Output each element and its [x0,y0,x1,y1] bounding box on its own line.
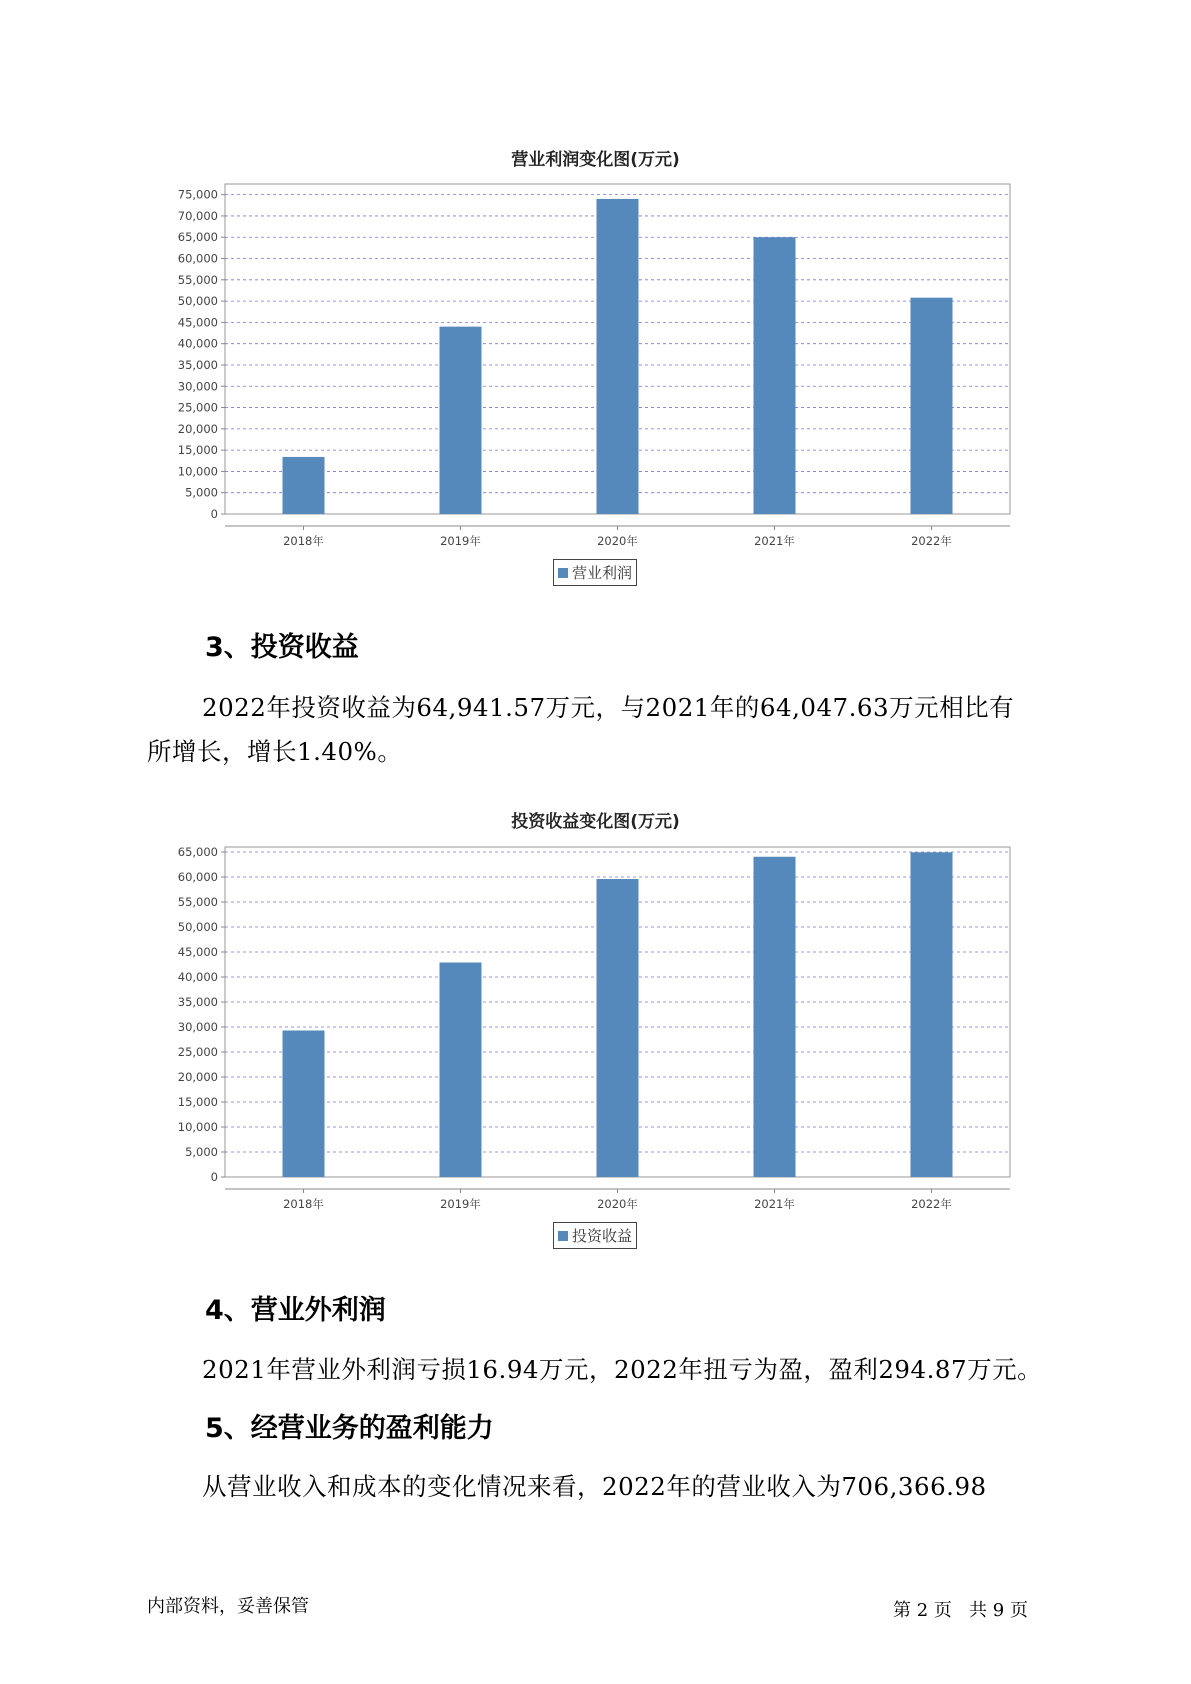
bar [911,852,953,1177]
x-tick-label: 2020年 [597,534,638,548]
section3-line1: 2022年投资收益为64,941.57万元，与2021年的64,047.63万元相比有 [202,693,1015,722]
y-tick-label: 5,000 [185,1145,218,1159]
footer-confidential-note: 内部资料，妥善保管 [147,1596,309,1617]
y-tick-label: 15,000 [177,1095,218,1109]
y-tick-label: 15,000 [177,443,218,458]
x-tick-label: 2018年 [283,534,324,548]
x-tick-label: 2022年 [911,1197,952,1211]
x-tick-label: 2021年 [754,1197,795,1211]
section5-line1: 从营业收入和成本的变化情况来看，2022年的营业收入为706,366.98 [202,1472,987,1501]
y-tick-label: 45,000 [177,945,218,959]
bar [754,857,796,1177]
legend-label: 投资收益 [572,1227,633,1245]
y-tick-label: 25,000 [177,400,218,415]
legend-label: 营业利润 [572,564,633,582]
bar [283,1031,325,1178]
y-tick-label: 40,000 [177,336,218,351]
y-tick-label: 30,000 [177,379,218,394]
x-tick-label: 2021年 [754,534,795,548]
section4-heading: 4、营业外利润 [205,1295,386,1326]
y-tick-label: 0 [210,1170,218,1184]
y-tick-label: 45,000 [177,315,218,330]
x-tick-label: 2019年 [440,1197,481,1211]
bar [597,879,639,1177]
y-tick-label: 40,000 [177,970,218,984]
y-tick-label: 65,000 [177,845,218,859]
bar [440,963,482,1178]
y-tick-label: 25,000 [177,1045,218,1059]
footer-page-number: 第 2 页 共 9 页 [893,1600,1028,1621]
y-tick-label: 60,000 [177,870,218,884]
x-tick-label: 2019年 [440,534,481,548]
chart-title: 投资收益变化图(万元) [511,812,680,832]
y-tick-label: 50,000 [177,920,218,934]
section4-line1: 2021年营业外利润亏损16.94万元，2022年扭亏为盈，盈利294.87万元。 [202,1355,1043,1384]
y-tick-label: 10,000 [177,464,218,479]
y-tick-label: 20,000 [177,1070,218,1084]
y-tick-label: 65,000 [177,230,218,245]
y-tick-label: 70,000 [177,208,218,223]
section3-line2: 所增长，增长1.40%。 [147,737,403,766]
y-tick-label: 50,000 [177,294,218,309]
y-tick-label: 5,000 [185,485,218,500]
y-tick-label: 35,000 [177,995,218,1009]
y-tick-label: 0 [210,507,218,521]
y-tick-label: 55,000 [177,272,218,287]
chart-title: 营业利润变化图(万元) [511,150,680,170]
y-tick-label: 75,000 [177,187,218,202]
y-tick-label: 30,000 [177,1020,218,1034]
x-tick-label: 2022年 [911,534,952,548]
y-tick-label: 55,000 [177,895,218,909]
chart-legend [553,1222,637,1249]
y-tick-label: 60,000 [177,251,218,266]
y-tick-label: 35,000 [177,357,218,372]
x-tick-label: 2020年 [597,1197,638,1211]
y-tick-label: 20,000 [177,421,218,436]
y-tick-label: 10,000 [177,1120,218,1134]
x-tick-label: 2018年 [283,1197,324,1211]
legend-swatch [558,1231,568,1241]
section3-heading: 3、投资收益 [205,632,359,663]
section5-heading: 5、经营业务的盈利能力 [205,1413,494,1444]
